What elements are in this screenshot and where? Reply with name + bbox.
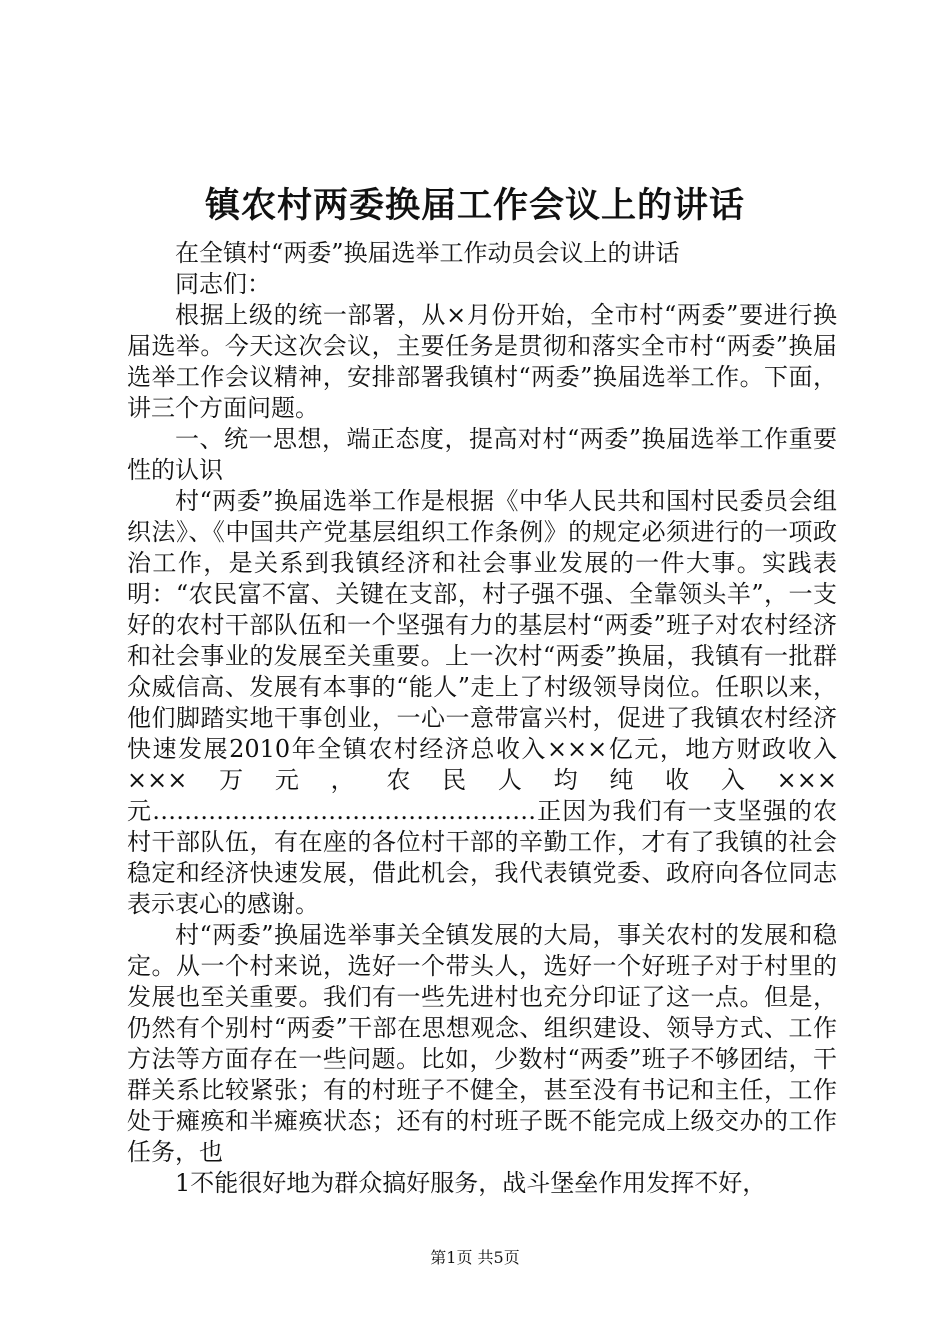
page-number-footer: 第1页 共5页 [430, 1248, 520, 1267]
paragraph-continuation: 1不能很好地为群众搞好服务，战斗堡垒作用发挥不好， [175, 1169, 767, 1197]
paragraph-salutation: 同志们： [175, 270, 271, 298]
paragraph-subtitle: 在全镇村“两委”换届选举工作动员会议上的讲话 [175, 239, 680, 267]
document-title: 镇农村两委换届工作会议上的讲话 [204, 185, 745, 226]
paragraph-body: 村“两委”换届选举事关全镇发展的大局，事关农村的发展和稳定。从一个村来说，选好一个带头人，选好一个好班子对于村里的发展也至关重要。我们有一些先进村也充分印证了这一点。但是，仍然有个别村“两委”干部在思想观念、组织建设、领导方式、工作方法等方面存在一些问题。比如，少数村“两委”班子不够团结，干群关系比较紧张；有的村班子不健全，甚至没有书记和主任，工作处于瘫痪和半瘫痪状态；还有的村班子既不能完成上级交办的工作任务，也 [127, 921, 837, 1166]
paragraph-section-heading: 一、统一思想，端正态度，提高对村“两委”换届选举工作重要性的认识 [127, 425, 837, 484]
document-body [127, 238, 837, 1199]
paragraph-intro: 根据上级的统一部署，从×月份开始，全市村“两委”要进行换届选举。今天这次会议，主要任务是贯彻和落实全市村“两委”换届选举工作会议精神，安排部署我镇村“两委”换届选举工作。下面，讲三个方面问题。 [127, 301, 837, 422]
paragraph-body: 村“两委”换届选举工作是根据《中华人民共和国村民委员会组织法》、《中国共产党基层组织工作条例》的规定必须进行的一项政治工作，是关系到我镇经济和社会事业发展的一件大事。实践表明：“农民富不富、关键在支部，村子强不强、全靠领头羊”，一支好的农村干部队伍和一个坚强有力的基层村“两委”班子对农村经济和社会事业的发展至关重要。上一次村“两委”换届，我镇有一批群众威信高、发展有本事的“能人”走上了村级领导岗位。任职以来，他们脚踏实地干事创业，一心一意带富兴村，促进了我镇农村经济快速发展2010年全镇农村经济总收入×××亿元，地方财政收入×××万元，农民人均纯收入×××元…………………………………………正因为我们有一支坚强的农村干部队伍，有在座的各位村干部的辛勤工作，才有了我镇的社会稳定和经济快速发展，借此机会，我代表镇党委、政府向各位同志表示衷心的感谢。 [127, 487, 837, 918]
